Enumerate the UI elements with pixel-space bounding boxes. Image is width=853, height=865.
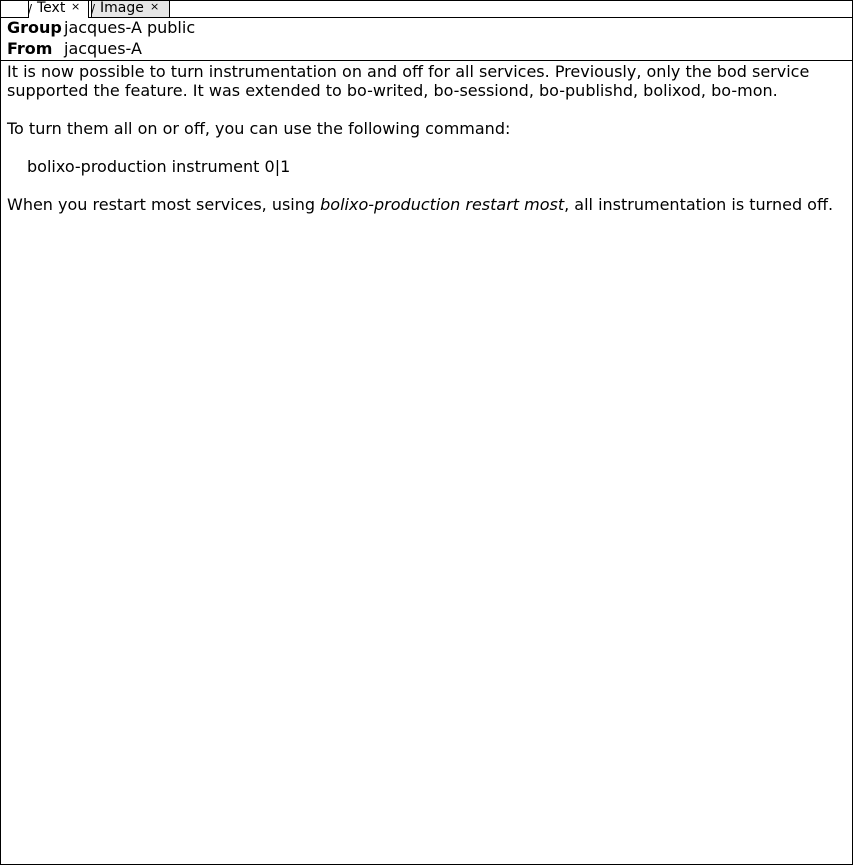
- message-body: [7, 62, 847, 233]
- tab-text[interactable]: [28, 1, 89, 18]
- message-header: [1, 18, 852, 61]
- message-paragraph: It is now possible to turn instrumentation on and off for all services. Previously, only the bod service supported the feature. It was extended to bo-writed, bo-sessiond, bo-publishd, bolixod, bo-mon.: [7, 62, 810, 100]
- message-paragraph: To turn them all on or off, you can use the following command:: [7, 119, 511, 138]
- tab-edge-icon: /: [28, 2, 33, 16]
- from-row: [7, 39, 142, 59]
- from-label: From: [7, 39, 53, 58]
- group-row: [7, 18, 195, 38]
- tab-image[interactable]: [91, 1, 170, 17]
- command-line: bolixo-production instrument 0|1: [27, 157, 291, 176]
- tab-bar: [1, 1, 852, 18]
- paragraph-text: , all instrumentation is turned off.: [564, 195, 834, 214]
- group-value: jacques-A public: [64, 18, 196, 37]
- close-icon[interactable]: ×: [150, 0, 160, 13]
- tab-text-label: Text: [37, 0, 66, 16]
- tab-image-label: Image: [100, 0, 144, 16]
- emphasized-command: bolixo-production restart most: [320, 195, 565, 214]
- tab-edge-icon: /: [91, 2, 96, 16]
- close-icon[interactable]: ×: [71, 0, 81, 13]
- paragraph-text: When you restart most services, using: [7, 195, 321, 214]
- group-label: Group: [7, 18, 62, 37]
- from-value: jacques-A: [64, 39, 142, 58]
- message-paragraph: [7, 195, 847, 214]
